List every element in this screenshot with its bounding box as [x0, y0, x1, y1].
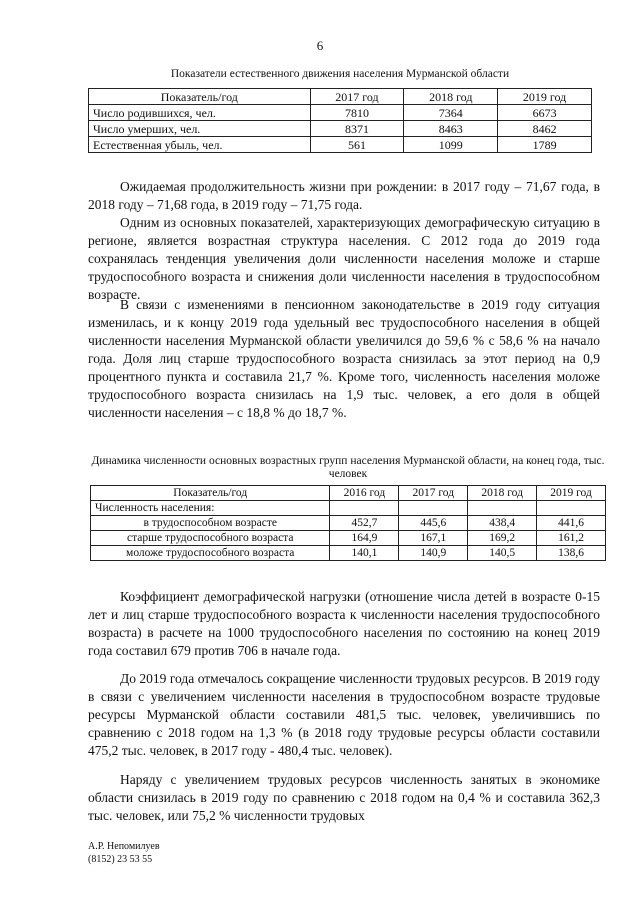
header-cell: 2018 год	[468, 486, 537, 501]
row-label: Число родившихся, чел.	[89, 105, 311, 121]
table-cell: 138,6	[537, 546, 606, 561]
paragraph: Ожидаемая продолжительность жизни при рождении: в 2017 году – 71,67 года, в 2018 году – 71,68 года, в 2019 году – 71,75 года.	[88, 179, 600, 212]
group-label: Численность населения:	[91, 501, 330, 516]
table-cell: 452,7	[330, 516, 399, 531]
paragraph: Наряду с увеличением трудовых ресурсов численность занятых в экономике области снизилась в 2019 году по сравнению с 2018 годом на 0,4 % и составила 362,3 тыс. человек, или 75,2 % численности трудовых	[88, 772, 600, 823]
table-cell: 8463	[404, 121, 498, 137]
table-cell: 7810	[310, 105, 404, 121]
table-cell: 161,2	[537, 531, 606, 546]
table-header-row	[89, 89, 592, 105]
header-cell: 2017 год	[399, 486, 468, 501]
table-cell: 164,9	[330, 531, 399, 546]
header-cell: Показатель/год	[91, 486, 330, 501]
table-cell: 445,6	[399, 516, 468, 531]
header-cell: Показатель/год	[89, 89, 311, 105]
table-cell: 169,2	[468, 531, 537, 546]
header-cell: 2018 год	[404, 89, 498, 105]
table-row	[89, 137, 592, 153]
table1-caption: Показатели естественного движения населения Мурманской области	[170, 68, 510, 80]
table-cell: 140,9	[399, 546, 468, 561]
table-cell: 6673	[498, 105, 592, 121]
table-cell: 140,5	[468, 546, 537, 561]
table2-caption: Динамика численности основных возрастных групп населения Мурманской области, на конец года, тыс. человек	[91, 455, 605, 480]
table-row	[91, 531, 606, 546]
row-label: в трудоспособном возрасте	[91, 516, 330, 531]
paragraph: Коэффициент демографической нагрузки (отношение числа детей в возрасте 0-15 лет и лиц старше трудоспособного возраста к численности населения трудоспособного возраста) в расчете на 1000 трудоспособного населения по состоянию на конец 2019 года составил 679 против 706 в начале года.	[88, 589, 600, 658]
table-cell: 7364	[404, 105, 498, 121]
table-cell: 441,6	[537, 516, 606, 531]
table-header-row	[91, 486, 606, 501]
table-row	[91, 546, 606, 561]
paragraph: До 2019 года отмечалось сокращение численности трудовых ресурсов. В 2019 году в связи с увеличением численности населения в трудоспособном возрасте трудовые ресурсы Мурманской области составили 481,5 тыс. человек, увеличившись по сравнению с 2018 годом на 1,3 % (в 2018 году трудовые ресурсы области составили 475,2 тыс. человек, в 2017 году - 480,4 тыс. человек).	[88, 671, 600, 758]
paragraph: Одним из основных показателей, характеризующих демографическую ситуацию в регионе, является возрастная структура населения. С 2012 года до 2019 года сохранялась тенденция увеличения доли численности населения моложе и старше трудоспособного возраста и снижения доли численности населения в трудоспособном возрасте.	[88, 215, 600, 302]
table-row	[89, 105, 592, 121]
paragraph: В связи с изменениями в пенсионном законодательстве в 2019 году ситуация изменилась, и к концу 2019 года удельный вес трудоспособного населения в общей численности населения Мурманской области увеличился до 59,6 % с 58,6 % на начало года. Доля лиц старше трудоспособного возраста снизилась за этот период на 0,9 процентного пункта и составила 21,7 %. Кроме того, численность населения моложе трудоспособного возраста снизилась на 1,9 тыс. человек, а его доля в общей численности населения – с 18,8 % до 18,7 %.	[88, 297, 600, 420]
table-cell: 1099	[404, 137, 498, 153]
header-cell: 2019 год	[498, 89, 592, 105]
row-label: Число умерших, чел.	[89, 121, 311, 137]
table-cell: 8371	[310, 121, 404, 137]
header-cell: 2016 год	[330, 486, 399, 501]
header-cell: 2019 год	[537, 486, 606, 501]
table-cell: 8462	[498, 121, 592, 137]
age-groups-table	[90, 485, 606, 561]
page-number: 6	[316, 38, 324, 53]
header-cell: 2017 год	[310, 89, 404, 105]
table-cell: 140,1	[330, 546, 399, 561]
table-group-row	[91, 501, 606, 516]
table-cell: 167,1	[399, 531, 468, 546]
table-cell: 1789	[498, 137, 592, 153]
natural-movement-table	[88, 88, 592, 153]
row-label: старше трудоспособного возраста	[91, 531, 330, 546]
table-row	[91, 516, 606, 531]
table-cell: 561	[310, 137, 404, 153]
table-row	[89, 121, 592, 137]
footer-author: А.Р. Непомилуев	[88, 841, 160, 852]
row-label: Естественная убыль, чел.	[89, 137, 311, 153]
table-cell: 438,4	[468, 516, 537, 531]
footer-phone: (8152) 23 53 55	[88, 854, 153, 865]
row-label: моложе трудоспособного возраста	[91, 546, 330, 561]
